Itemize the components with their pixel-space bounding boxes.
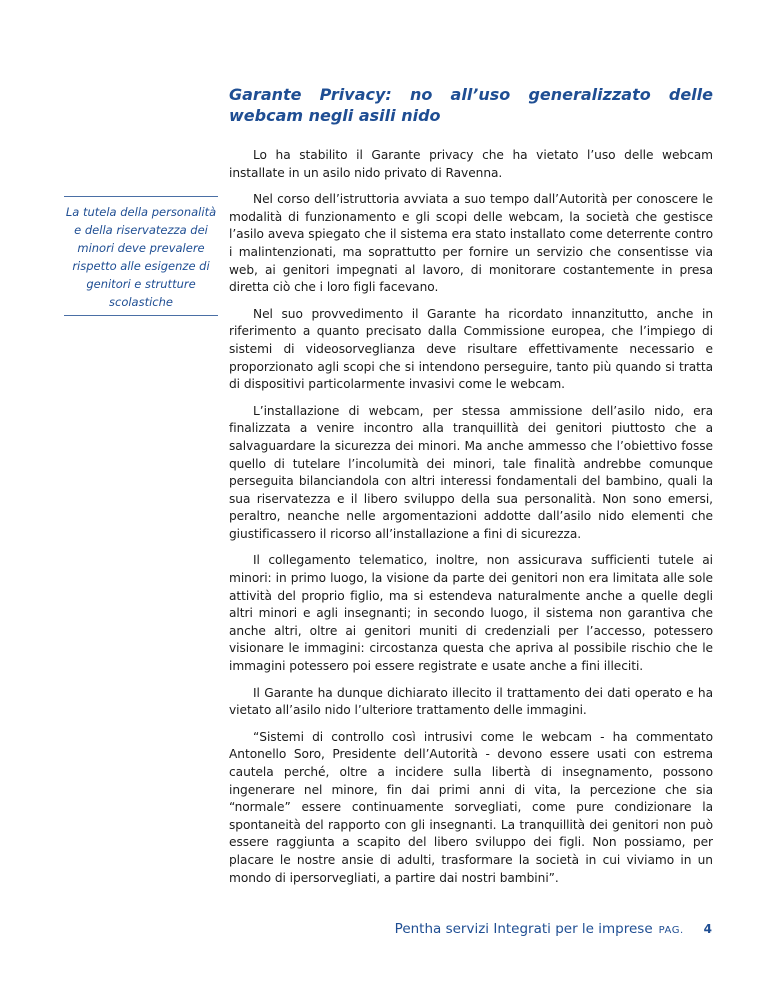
article-body	[229, 147, 713, 896]
paragraph-1: Lo ha stabilito il Garante privacy che ha vietato l’uso delle webcam installate in un asilo nido privato di Ravenna.	[229, 148, 713, 180]
paragraph-5: Il collegamento telematico, inoltre, non assicurava sufficienti tutele ai minori: in primo luogo, la visione da parte dei genitori non era limitata alle sole attività del proprio figlio, ma si estendeva naturalmente anche a quelle degli altri minori e agli insegnanti; in secondo luogo, il sistema non garantiva che anche altri, oltre ai genitori muniti di credenziali per l’accesso, potessero visionare le immagini: circostanza questa che apriva al possibile rischio che le immagini potessero poi essere registrate e usate anche a fini illeciti.	[229, 553, 713, 674]
sidebar-pull-quote	[64, 196, 218, 316]
paragraph-3: Nel suo provvedimento il Garante ha ricordato innanzitutto, anche in riferimento a quanto precisato dalla Commissione europea, che l’impiego di sistemi di videosorveglianza deve risultare effettivamente necessario e proporzionato agli scopi che si intendono perseguire, tanto più quando si tratta di dispositivi particolarmente invasivi come le webcam.	[229, 306, 713, 392]
pull-quote-text: La tutela della personalità e della riservatezza dei minori deve prevalere rispetto alle esigenze di genitori e strutture scolastiche	[65, 205, 217, 309]
paragraph-6: Il Garante ha dunque dichiarato illecito il trattamento dei dati operato e ha vietato all’asilo nido l’ulteriore trattamento delle immagini.	[229, 685, 713, 718]
paragraph-7: “Sistemi di controllo così intrusivi come le webcam - ha commentato Antonello Soro, Presidente dell’Autorità - devono essere usati con estrema cautela perché, oltre a incidere sulla libertà di insegnamento, possono ingenerare nel minore, fin dai primi anni di vita, la percezione che sia “normale” essere continuamente sorvegliati, come pure condizionare la spontaneità del rapporto con gli insegnanti. La tranquillità dei genitori non può essere raggiunta a scapito del libero sviluppo dei figli. Non possiamo, per placare le nostre ansie di adulti, trasformare la società in cui viviamo in un mondo di ipersorvegliati, a partire dai nostri bambini”.	[229, 729, 713, 885]
footer-page-number: 4	[703, 922, 712, 936]
page-footer	[395, 921, 712, 937]
article-title: Garante Privacy: no all’uso generalizzato delle webcam negli asili nido	[229, 85, 713, 125]
footer-page-label: PAG.	[658, 925, 684, 936]
paragraph-2: Nel corso dell’istruttoria avviata a suo tempo dall’Autorità per conoscere le modalità di funzionamento e gli scopi delle webcam, la società che gestisce l’asilo aveva spiegato che il sistema era stato installato come deterrente contro i malintenzionati, ma soprattutto per fornire un servizio che consentisse via web, ai genitori impegnati al lavoro, di monitorare costantemente in presa diretta ciò che i loro figli facevano.	[229, 192, 713, 295]
paragraph-4: L’installazione di webcam, per stessa ammissione dell’asilo nido, era finalizzata a venire incontro alla tranquillità dei genitori piuttosto che a salvaguardare la sicurezza dei minori. Ma anche ammesso che l’obiettivo fosse quello di tutelare l’incolumità dei minori, tale finalità andrebbe comunque perseguita bilanciandola con altri interessi fondamentali del bambino, quali la sua riservatezza e il libero sviluppo della sua personalità. Non sono emersi, peraltro, neanche nelle argomentazioni addotte dall’asilo nido elementi che giustificassero il ricorso all’installazione a fini di sicurezza.	[229, 403, 713, 541]
footer-company-name: Pentha servizi Integrati per le imprese	[394, 921, 653, 937]
